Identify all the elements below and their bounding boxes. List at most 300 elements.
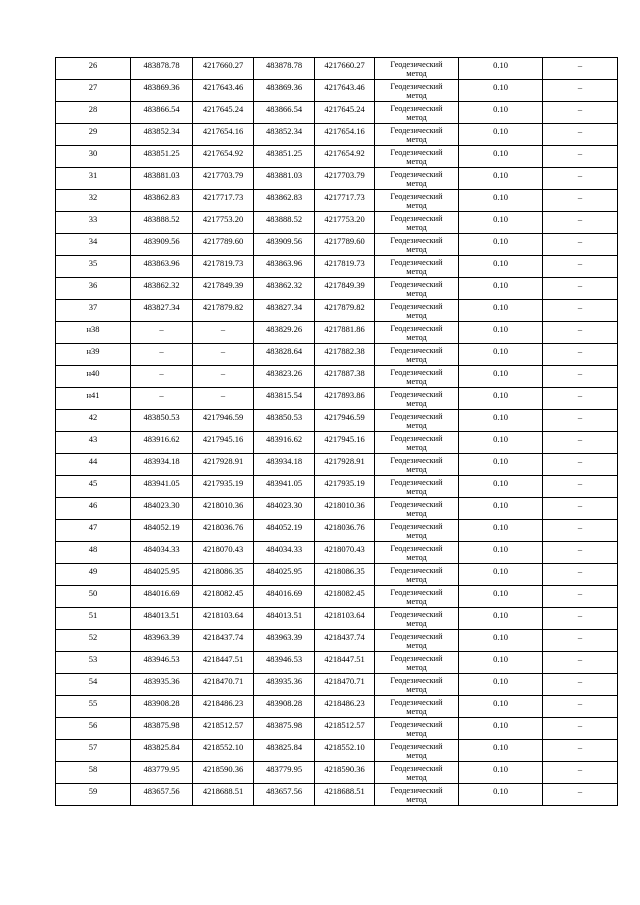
accuracy-cell: 0.10 [459,234,543,256]
old-y-cell: 4218512.57 [193,718,254,740]
accuracy-cell: 0.10 [459,322,543,344]
new-y-cell: 4218512.57 [315,718,375,740]
method-line-1: Геодезический [390,522,443,531]
method-cell [375,256,459,278]
method-line-1: Геодезический [390,764,443,773]
new-x-cell: 483934.18 [254,454,315,476]
new-x-cell: 484052.19 [254,520,315,542]
new-y-cell: 4218486.23 [315,696,375,718]
old-x-cell: 484025.95 [131,564,193,586]
method-line-2: метод [406,266,427,276]
method-cell [375,630,459,652]
point-number-cell: 32 [56,190,131,212]
new-y-cell: 4218036.76 [315,520,375,542]
point-number-cell: 48 [56,542,131,564]
new-y-cell: 4218070.43 [315,542,375,564]
old-x-cell: 484023.30 [131,498,193,520]
old-y-cell: 4217945.16 [193,432,254,454]
new-y-cell: 4217645.24 [315,102,375,124]
new-y-cell: 4217654.92 [315,146,375,168]
method-line-1: Геодезический [390,82,443,91]
method-line-1: Геодезический [390,676,443,685]
method-cell [375,344,459,366]
method-cell [375,300,459,322]
accuracy-cell: 0.10 [459,608,543,630]
new-x-cell: 483827.34 [254,300,315,322]
new-y-cell: 4217819.73 [315,256,375,278]
extra-cell: – [543,58,618,80]
method-line-1: Геодезический [390,302,443,311]
new-y-cell: 4218010.36 [315,498,375,520]
method-cell [375,190,459,212]
new-x-cell: 483823.26 [254,366,315,388]
new-y-cell: 4217654.16 [315,124,375,146]
new-x-cell: 483779.95 [254,762,315,784]
old-y-cell: 4218070.43 [193,542,254,564]
table-row [56,344,618,366]
old-x-cell: 483850.53 [131,410,193,432]
table-row [56,674,618,696]
old-y-cell: 4218103.64 [193,608,254,630]
old-y-cell: 4217935.19 [193,476,254,498]
new-x-cell: 483862.32 [254,278,315,300]
table-row [56,366,618,388]
method-line-1: Геодезический [390,236,443,245]
method-line-2: метод [406,552,427,562]
point-number-cell: 55 [56,696,131,718]
method-line-2: метод [406,112,427,122]
method-line-2: метод [406,772,427,782]
new-x-cell: 483815.54 [254,388,315,410]
new-y-cell: 4217703.79 [315,168,375,190]
extra-cell: – [543,256,618,278]
extra-cell: – [543,652,618,674]
method-line-2: метод [406,156,427,166]
new-y-cell: 4217789.60 [315,234,375,256]
table-row [56,410,618,432]
table-row [56,718,618,740]
method-line-1: Геодезический [390,456,443,465]
method-line-2: метод [406,750,427,760]
old-y-cell: – [193,366,254,388]
old-x-cell: 483935.36 [131,674,193,696]
accuracy-cell: 0.10 [459,674,543,696]
point-number-cell: 56 [56,718,131,740]
new-x-cell: 483825.84 [254,740,315,762]
method-line-2: метод [406,288,427,298]
accuracy-cell: 0.10 [459,168,543,190]
old-x-cell: 483916.62 [131,432,193,454]
method-line-1: Геодезический [390,104,443,113]
method-line-2: метод [406,442,427,452]
old-x-cell: 484052.19 [131,520,193,542]
method-line-1: Геодезический [390,654,443,663]
old-y-cell: 4218082.45 [193,586,254,608]
method-line-2: метод [406,420,427,430]
old-y-cell: 4217879.82 [193,300,254,322]
point-number-cell: 58 [56,762,131,784]
extra-cell: – [543,234,618,256]
table-row [56,212,618,234]
accuracy-cell: 0.10 [459,190,543,212]
point-number-cell: 27 [56,80,131,102]
old-x-cell: 483934.18 [131,454,193,476]
table-row [56,784,618,806]
method-line-1: Геодезический [390,720,443,729]
old-x-cell: – [131,388,193,410]
method-line-2: метод [406,178,427,188]
method-line-2: метод [406,618,427,628]
method-line-2: метод [406,398,427,408]
extra-cell: – [543,608,618,630]
coordinates-table [55,57,618,806]
new-y-cell: 4218086.35 [315,564,375,586]
new-y-cell: 4218103.64 [315,608,375,630]
new-y-cell: 4217660.27 [315,58,375,80]
point-number-cell: 36 [56,278,131,300]
accuracy-cell: 0.10 [459,146,543,168]
old-y-cell: – [193,322,254,344]
old-y-cell: 4217703.79 [193,168,254,190]
point-number-cell: 35 [56,256,131,278]
method-line-2: метод [406,684,427,694]
extra-cell: – [543,344,618,366]
old-x-cell: 483963.39 [131,630,193,652]
accuracy-cell: 0.10 [459,124,543,146]
method-line-2: метод [406,464,427,474]
method-line-1: Геодезический [390,258,443,267]
method-line-1: Геодезический [390,698,443,707]
new-x-cell: 483863.96 [254,256,315,278]
method-line-1: Геодезический [390,588,443,597]
method-cell [375,476,459,498]
method-line-2: метод [406,706,427,716]
new-x-cell: 483916.62 [254,432,315,454]
method-cell [375,740,459,762]
old-y-cell: 4217654.92 [193,146,254,168]
method-line-1: Геодезический [390,192,443,201]
extra-cell: – [543,366,618,388]
old-x-cell: 483875.98 [131,718,193,740]
method-line-2: метод [406,244,427,254]
point-number-cell: 44 [56,454,131,476]
table-row [56,520,618,542]
old-y-cell: 4217717.73 [193,190,254,212]
new-x-cell: 483941.05 [254,476,315,498]
extra-cell: – [543,102,618,124]
method-cell [375,168,459,190]
extra-cell: – [543,564,618,586]
accuracy-cell: 0.10 [459,740,543,762]
method-cell [375,520,459,542]
method-cell [375,322,459,344]
point-number-cell: 46 [56,498,131,520]
accuracy-cell: 0.10 [459,300,543,322]
method-cell [375,784,459,806]
new-x-cell: 483878.78 [254,58,315,80]
method-line-1: Геодезический [390,786,443,795]
extra-cell: – [543,784,618,806]
old-x-cell: 483946.53 [131,652,193,674]
old-y-cell: 4217849.39 [193,278,254,300]
method-line-2: метод [406,574,427,584]
old-x-cell: 483862.32 [131,278,193,300]
old-x-cell: 484013.51 [131,608,193,630]
accuracy-cell: 0.10 [459,344,543,366]
old-y-cell: 4217928.91 [193,454,254,476]
extra-cell: – [543,542,618,564]
accuracy-cell: 0.10 [459,58,543,80]
table-row [56,542,618,564]
method-line-2: метод [406,222,427,232]
old-x-cell: 483881.03 [131,168,193,190]
table-row [56,630,618,652]
table-row [56,256,618,278]
old-y-cell: 4217819.73 [193,256,254,278]
new-y-cell: 4217881.86 [315,322,375,344]
coordinates-table-body [56,58,618,806]
method-line-2: метод [406,68,427,78]
point-number-cell: н40 [56,366,131,388]
accuracy-cell: 0.10 [459,212,543,234]
accuracy-cell: 0.10 [459,256,543,278]
old-x-cell: 483851.25 [131,146,193,168]
point-number-cell: 59 [56,784,131,806]
method-line-2: метод [406,486,427,496]
point-number-cell: 47 [56,520,131,542]
point-number-cell: 50 [56,586,131,608]
point-number-cell: 31 [56,168,131,190]
new-x-cell: 483935.36 [254,674,315,696]
point-number-cell: н41 [56,388,131,410]
method-line-1: Геодезический [390,170,443,179]
old-y-cell: 4217753.20 [193,212,254,234]
new-y-cell: 4217882.38 [315,344,375,366]
accuracy-cell: 0.10 [459,586,543,608]
table-row [56,80,618,102]
extra-cell: – [543,168,618,190]
extra-cell: – [543,388,618,410]
extra-cell: – [543,718,618,740]
point-number-cell: 30 [56,146,131,168]
method-line-1: Геодезический [390,214,443,223]
table-row [56,454,618,476]
method-cell [375,498,459,520]
method-line-1: Геодезический [390,544,443,553]
table-row [56,586,618,608]
point-number-cell: 49 [56,564,131,586]
new-x-cell: 483851.25 [254,146,315,168]
extra-cell: – [543,410,618,432]
method-cell [375,234,459,256]
new-y-cell: 4218590.36 [315,762,375,784]
extra-cell: – [543,498,618,520]
method-cell [375,410,459,432]
method-cell [375,608,459,630]
method-line-1: Геодезический [390,742,443,751]
method-line-2: метод [406,354,427,364]
table-row [56,696,618,718]
old-x-cell: 484016.69 [131,586,193,608]
method-line-1: Геодезический [390,324,443,333]
accuracy-cell: 0.10 [459,476,543,498]
table-row [56,476,618,498]
table-row [56,608,618,630]
old-x-cell: – [131,366,193,388]
old-y-cell: 4217660.27 [193,58,254,80]
accuracy-cell: 0.10 [459,564,543,586]
new-y-cell: 4217753.20 [315,212,375,234]
accuracy-cell: 0.10 [459,432,543,454]
table-row [56,234,618,256]
new-y-cell: 4217849.39 [315,278,375,300]
extra-cell: – [543,212,618,234]
extra-cell: – [543,696,618,718]
new-x-cell: 484025.95 [254,564,315,586]
extra-cell: – [543,674,618,696]
old-y-cell: 4218086.35 [193,564,254,586]
old-x-cell: 483888.52 [131,212,193,234]
table-row [56,740,618,762]
new-x-cell: 483852.34 [254,124,315,146]
new-y-cell: 4217946.59 [315,410,375,432]
method-line-2: метод [406,376,427,386]
old-x-cell: 483657.56 [131,784,193,806]
new-y-cell: 4217935.19 [315,476,375,498]
accuracy-cell: 0.10 [459,278,543,300]
old-x-cell: 483827.34 [131,300,193,322]
point-number-cell: 52 [56,630,131,652]
new-y-cell: 4218470.71 [315,674,375,696]
old-x-cell: 483863.96 [131,256,193,278]
method-line-2: метод [406,90,427,100]
method-line-1: Геодезический [390,412,443,421]
table-row [56,168,618,190]
accuracy-cell: 0.10 [459,784,543,806]
method-cell [375,432,459,454]
method-line-2: метод [406,596,427,606]
old-x-cell: 483779.95 [131,762,193,784]
extra-cell: – [543,80,618,102]
old-x-cell: 483825.84 [131,740,193,762]
old-x-cell: – [131,344,193,366]
extra-cell: – [543,124,618,146]
method-cell [375,762,459,784]
point-number-cell: 37 [56,300,131,322]
point-number-cell: н38 [56,322,131,344]
new-x-cell: 483850.53 [254,410,315,432]
new-y-cell: 4218688.51 [315,784,375,806]
method-line-2: метод [406,508,427,518]
old-y-cell: 4217645.24 [193,102,254,124]
new-x-cell: 483909.56 [254,234,315,256]
method-line-2: метод [406,530,427,540]
method-line-2: метод [406,134,427,144]
old-y-cell: 4217789.60 [193,234,254,256]
new-x-cell: 483862.83 [254,190,315,212]
new-y-cell: 4217643.46 [315,80,375,102]
extra-cell: – [543,146,618,168]
old-y-cell: 4218470.71 [193,674,254,696]
old-y-cell: – [193,344,254,366]
extra-cell: – [543,300,618,322]
table-row [56,388,618,410]
method-cell [375,586,459,608]
point-number-cell: 33 [56,212,131,234]
point-number-cell: 57 [56,740,131,762]
extra-cell: – [543,190,618,212]
old-y-cell: 4218036.76 [193,520,254,542]
new-y-cell: 4217887.38 [315,366,375,388]
old-y-cell: 4217643.46 [193,80,254,102]
method-line-1: Геодезический [390,632,443,641]
new-x-cell: 483657.56 [254,784,315,806]
method-cell [375,696,459,718]
old-x-cell: 483941.05 [131,476,193,498]
method-line-1: Геодезический [390,500,443,509]
point-number-cell: 54 [56,674,131,696]
old-x-cell: 483908.28 [131,696,193,718]
new-x-cell: 483875.98 [254,718,315,740]
method-line-1: Геодезический [390,148,443,157]
table-row [56,124,618,146]
new-x-cell: 483869.36 [254,80,315,102]
new-y-cell: 4218082.45 [315,586,375,608]
accuracy-cell: 0.10 [459,388,543,410]
old-x-cell: 483866.54 [131,102,193,124]
method-cell [375,80,459,102]
method-cell [375,146,459,168]
new-y-cell: 4218552.10 [315,740,375,762]
new-y-cell: 4217893.86 [315,388,375,410]
new-x-cell: 483946.53 [254,652,315,674]
point-number-cell: 34 [56,234,131,256]
old-y-cell: 4217946.59 [193,410,254,432]
method-cell [375,212,459,234]
old-x-cell: 483852.34 [131,124,193,146]
accuracy-cell: 0.10 [459,696,543,718]
table-row [56,278,618,300]
extra-cell: – [543,454,618,476]
new-x-cell: 483963.39 [254,630,315,652]
old-x-cell: 483869.36 [131,80,193,102]
new-x-cell: 483829.26 [254,322,315,344]
old-y-cell: 4218486.23 [193,696,254,718]
method-line-1: Геодезический [390,126,443,135]
table-row [56,300,618,322]
new-x-cell: 483888.52 [254,212,315,234]
table-row [56,762,618,784]
table-row [56,146,618,168]
method-cell [375,58,459,80]
accuracy-cell: 0.10 [459,718,543,740]
method-line-2: метод [406,794,427,804]
table-row [56,322,618,344]
accuracy-cell: 0.10 [459,102,543,124]
method-line-1: Геодезический [390,280,443,289]
method-line-2: метод [406,310,427,320]
method-cell [375,564,459,586]
accuracy-cell: 0.10 [459,762,543,784]
method-cell [375,278,459,300]
old-y-cell: 4218437.74 [193,630,254,652]
old-y-cell: 4218688.51 [193,784,254,806]
extra-cell: – [543,476,618,498]
new-y-cell: 4217879.82 [315,300,375,322]
method-line-2: метод [406,332,427,342]
old-y-cell: 4218447.51 [193,652,254,674]
method-line-2: метод [406,200,427,210]
